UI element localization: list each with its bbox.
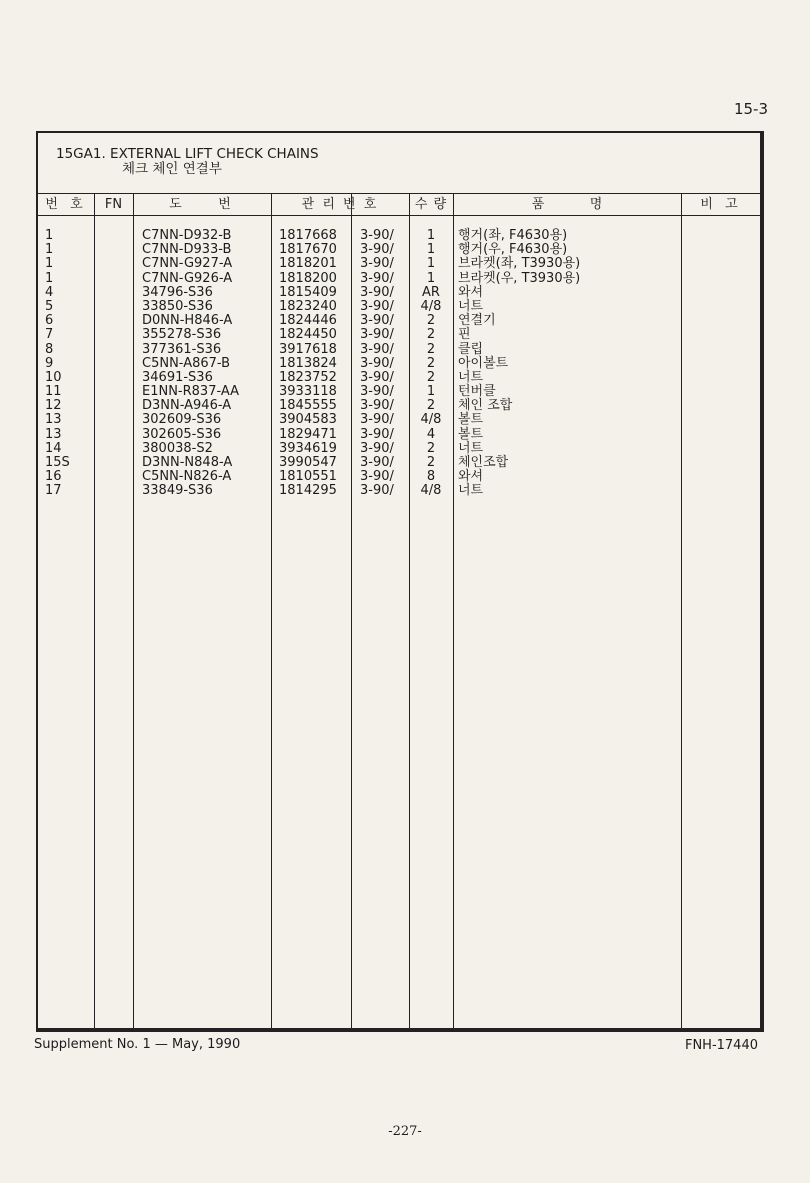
item-number: 1 [45,256,54,272]
part-name: 턴버클 [458,384,496,400]
management-number: 1810551 [279,469,337,485]
table-row [38,428,760,442]
revision-date: 3-90/ [360,483,394,499]
item-number: 10 [45,369,62,385]
revision-date: 3-90/ [360,398,394,414]
table-row [38,371,760,385]
table-row [38,456,760,470]
revision-date: 3-90/ [360,313,394,329]
quantity: 2 [426,398,436,414]
table-row [38,229,760,243]
item-number: 6 [45,313,54,329]
management-number: 1817670 [279,242,337,258]
header-fn: FN [104,197,123,212]
quantity: 2 [426,327,436,343]
management-number: 1845555 [279,398,337,414]
item-number: 1 [45,270,54,286]
revision-date: 3-90/ [360,426,394,442]
part-name: 체인조합 [458,455,509,470]
management-number: 3917618 [279,341,337,357]
revision-date: 3-90/ [360,242,394,258]
revision-date: 3-90/ [360,369,394,385]
item-number: 14 [45,440,62,456]
part-number: 302609-S36 [142,412,222,428]
part-number: 34691-S36 [142,369,213,385]
quantity: 1 [426,270,436,286]
table-row [38,357,760,371]
part-number: D3NN-A946-A [142,398,232,414]
table-row [38,442,760,456]
part-name: 연결기 [458,313,496,329]
quantity: 2 [426,369,436,385]
management-number: 1818201 [279,256,337,272]
parts-rows [38,229,760,499]
management-number: 1824450 [279,327,337,343]
management-number: 3934619 [279,440,337,456]
revision-date: 3-90/ [360,469,394,485]
part-number: E1NN-R837-AA [142,384,240,400]
quantity: 1 [426,242,436,258]
revision-date: 3-90/ [360,455,394,470]
part-number: 355278-S36 [142,327,222,343]
quantity: 4 [426,426,436,442]
revision-date: 3-90/ [360,270,394,286]
part-name: 클립 [458,341,484,357]
parts-table-frame [36,131,764,1032]
document-number: FNH-17440 [684,1038,758,1053]
quantity: 2 [426,313,436,329]
part-number: 33849-S36 [142,483,213,499]
item-number: 12 [45,398,62,414]
quantity: 1 [426,228,436,243]
revision-date: 3-90/ [360,284,394,300]
revision-date: 3-90/ [360,440,394,456]
part-name: 브라켓(우, T3930용) [458,270,581,286]
part-number: 33850-S36 [142,298,213,314]
item-number: 11 [45,384,62,400]
management-number: 1818200 [279,270,337,286]
table-row [38,484,760,498]
part-number: 377361-S36 [142,341,222,357]
header-remark: 비 고 [700,197,742,212]
management-number: 1813824 [279,355,337,371]
item-number: 9 [45,355,54,371]
quantity: 4/8 [420,483,442,499]
quantity: 4/8 [420,298,442,314]
quantity: 4/8 [420,412,442,428]
table-row [38,343,760,357]
item-number: 15S [45,455,70,470]
item-number: 16 [45,469,62,485]
revision-date: 3-90/ [360,384,394,400]
table-row [38,286,760,300]
management-number: 1823752 [279,369,337,385]
table-row [38,399,760,413]
part-number: D3NN-N848-A [142,455,233,470]
part-number: 380038-S2 [142,440,213,456]
quantity: 1 [426,256,436,272]
item-number: 8 [45,341,54,357]
header-bottom-rule [38,215,760,216]
part-name: 행거(우, F4630용) [458,242,568,258]
revision-date: 3-90/ [360,327,394,343]
item-number: 1 [45,242,54,258]
table-row [38,243,760,257]
title-english: 15GA1. EXTERNAL LIFT CHECK CHAINS [56,146,319,162]
table-row [38,385,760,399]
part-name: 너트 [458,298,484,314]
part-name: 체인 조합 [458,398,513,414]
revision-date: 3-90/ [360,412,394,428]
management-number: 1817668 [279,228,337,243]
part-name: 너트 [458,483,484,499]
item-number: 1 [45,228,54,243]
part-name: 볼트 [458,412,484,428]
quantity: 8 [426,469,436,485]
header-qty: 수 량 [414,197,448,212]
part-name: 와셔 [458,284,484,300]
part-name: 아이볼트 [458,355,509,371]
table-row [38,272,760,286]
part-name: 볼트 [458,426,484,442]
revision-date: 3-90/ [360,341,394,357]
part-number: C7NN-G927-A [142,256,233,272]
item-number: 5 [45,298,54,314]
management-number: 1829471 [279,426,337,442]
table-title [56,147,319,177]
table-row [38,470,760,484]
part-number: C5NN-N826-A [142,469,232,485]
quantity: AR [422,284,440,300]
item-number: 17 [45,483,62,499]
item-number: 13 [45,412,62,428]
part-name: 너트 [458,440,484,456]
quantity: 2 [426,440,436,456]
table-row [38,257,760,271]
part-number: D0NN-H846-A [142,313,233,329]
revision-date: 3-90/ [360,298,394,314]
revision-date: 3-90/ [360,256,394,272]
management-number: 3990547 [279,455,337,470]
management-number: 1815409 [279,284,337,300]
part-name: 행거(좌, F4630용) [458,228,568,243]
management-number: 3904583 [279,412,337,428]
part-number: C7NN-G926-A [142,270,233,286]
header-top-rule [38,193,760,194]
management-number: 1814295 [279,483,337,499]
part-number: C5NN-A867-B [142,355,231,371]
table-row [38,314,760,328]
table-row [38,300,760,314]
quantity: 2 [426,341,436,357]
management-number: 3933118 [279,384,337,400]
item-number: 4 [45,284,54,300]
part-name: 핀 [458,327,471,343]
part-name: 브라켓(좌, T3930용) [458,256,581,272]
revision-date: 3-90/ [360,355,394,371]
header-no: 번 호 [45,197,87,212]
item-number: 13 [45,426,62,442]
header-part: 도 번 [169,197,235,212]
part-name: 와셔 [458,469,484,485]
quantity: 2 [426,455,436,470]
part-name: 너트 [458,369,484,385]
management-number: 1823240 [279,298,337,314]
table-row [38,328,760,342]
quantity: 1 [426,384,436,400]
management-number: 1824446 [279,313,337,329]
page-number: 15-3 [733,100,768,118]
part-number: 302605-S36 [142,426,222,442]
quantity: 2 [426,355,436,371]
part-number: C7NN-D932-B [142,228,232,243]
header-mgmt: 관 리 번 호 [301,197,379,212]
part-number: 34796-S36 [142,284,213,300]
bottom-page-number: -227- [388,1124,422,1139]
item-number: 7 [45,327,54,343]
title-korean: 체크 체인 연결부 [122,161,222,177]
revision-date: 3-90/ [360,228,394,243]
part-number: C7NN-D933-B [142,242,232,258]
supplement-note: Supplement No. 1 — May, 1990 [34,1037,241,1052]
table-row [38,413,760,427]
header-name: 품 명 [531,197,603,212]
